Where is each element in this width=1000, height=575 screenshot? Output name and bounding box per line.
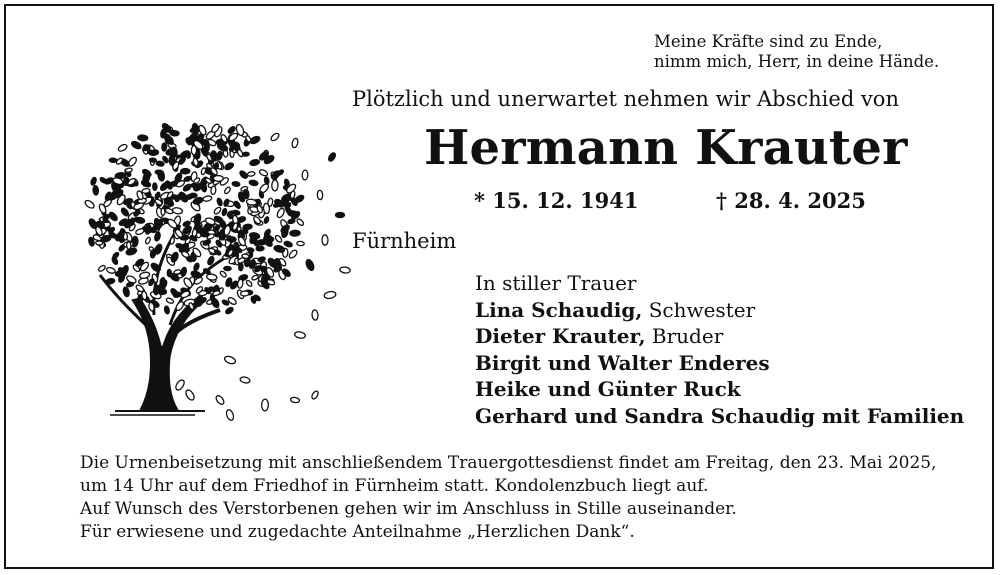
mourners-block	[475, 270, 964, 429]
motto-line-2: nimm mich, Herr, in deine Hände.	[654, 52, 940, 71]
death-date: † 28. 4. 2025	[716, 188, 866, 213]
birth-date: * 15. 12. 1941	[474, 188, 639, 213]
mourner-entry	[475, 297, 964, 324]
mourner-name: Gerhard und Sandra Schaudig mit Familien	[475, 403, 965, 428]
deceased-name: Hermann Krauter	[424, 120, 908, 176]
mourner-entry	[475, 376, 964, 403]
mourner-relation: Schwester	[648, 297, 756, 322]
hometown: Fürnheim	[352, 229, 457, 253]
wind-blown-tree-icon	[70, 95, 370, 425]
motto-verse	[654, 32, 939, 72]
mourner-name: Lina Schaudig,	[475, 297, 643, 322]
mourner-name: Dieter Krauter,	[475, 324, 646, 348]
notice-line-4: Für erwiesene und zugedachte Anteilnahme „Herzlichen Dank“.	[80, 522, 635, 542]
funeral-notice	[80, 452, 937, 544]
notice-line-3: Auf Wunsch des Verstorbenen gehen wir im Anschluss in Stille auseinander.	[80, 499, 737, 519]
motto-line-1: Meine Kräfte sind zu Ende,	[654, 32, 883, 51]
mourner-name: Birgit und Walter Enderes	[475, 350, 770, 375]
notice-line-1: Die Urnenbeisetzung mit anschließendem Trauergottesdienst findet am Freitag, den 23. Mai 2025,	[80, 453, 937, 473]
mourner-name: Heike und Günter Ruck	[475, 377, 741, 401]
mourner-entry	[475, 403, 964, 430]
leaf-cluster	[84, 122, 305, 315]
mourner-entry	[475, 323, 964, 350]
mourner-entry	[475, 350, 964, 377]
mourner-relation: Bruder	[651, 324, 724, 348]
mourners-heading: In stiller Trauer	[475, 271, 637, 295]
notice-line-2: um 14 Uhr auf dem Friedhof in Fürnheim statt. Kondolenzbuch liegt auf.	[80, 476, 709, 496]
intro-text: Plötzlich und unerwartet nehmen wir Abschied von	[352, 87, 899, 111]
